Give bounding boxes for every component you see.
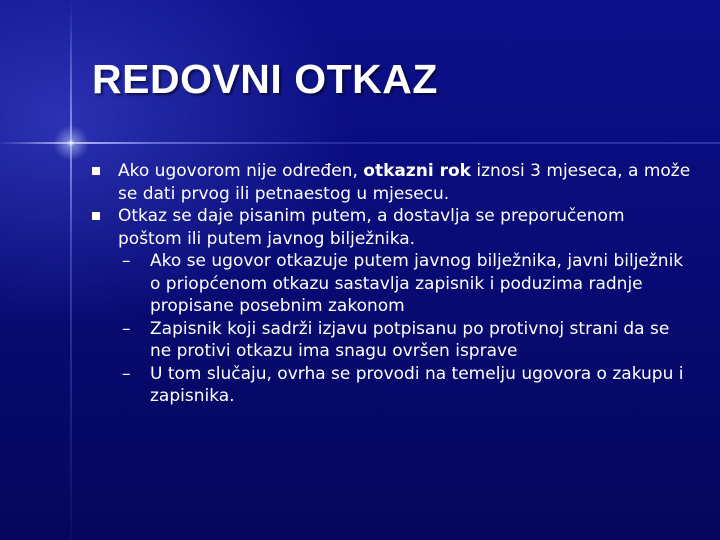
sub-bullet-list — [92, 250, 692, 408]
bullet-item-delivery — [92, 205, 692, 408]
bullet-text-start: Ako ugovorom nije određen, — [118, 161, 364, 181]
sub-bullet-item — [92, 363, 692, 408]
bullet-item-notice-period — [92, 160, 692, 205]
sub-bullet-text: Zapisnik koji sadrži izjavu potpisanu po protivnoj strani da se ne protivi otkazu ima snagu ovršen isprave — [150, 318, 670, 361]
square-bullet-icon — [92, 212, 100, 220]
sub-bullet-item — [92, 250, 692, 318]
square-bullet-icon — [92, 167, 100, 175]
sparkle-icon — [50, 122, 92, 164]
bullet-list — [92, 160, 692, 408]
dash-marker: – — [122, 251, 131, 271]
sub-bullet-item — [92, 318, 692, 363]
sub-bullet-text: U tom slučaju, ovrha se provodi na temelju ugovora o zakupu i zapisnika. — [150, 363, 684, 406]
slide-title: REDOVNI OTKAZ — [92, 56, 438, 102]
decorative-vertical-line — [70, 0, 72, 540]
bullet-text-end: iznosi 3 mjeseca, a može se dati prvog ili petnaestog u mjesecu. — [118, 161, 691, 204]
bullet-text: Otkaz se daje pisanim putem, a dostavlja se preporučenom poštom ili putem javnog bilježnika. — [118, 206, 625, 249]
dash-marker: – — [122, 318, 131, 339]
bullet-text-bold: otkazni rok — [363, 161, 471, 181]
sub-bullet-text: Ako se ugovor otkazuje putem javnog bilježnika, javni bilježnik o priopćenom otkazu sastavlja zapisnik i poduzima radnje propisane posebnim zakonom — [150, 251, 684, 316]
dash-marker: – — [122, 363, 131, 384]
decorative-horizontal-line — [0, 142, 720, 144]
